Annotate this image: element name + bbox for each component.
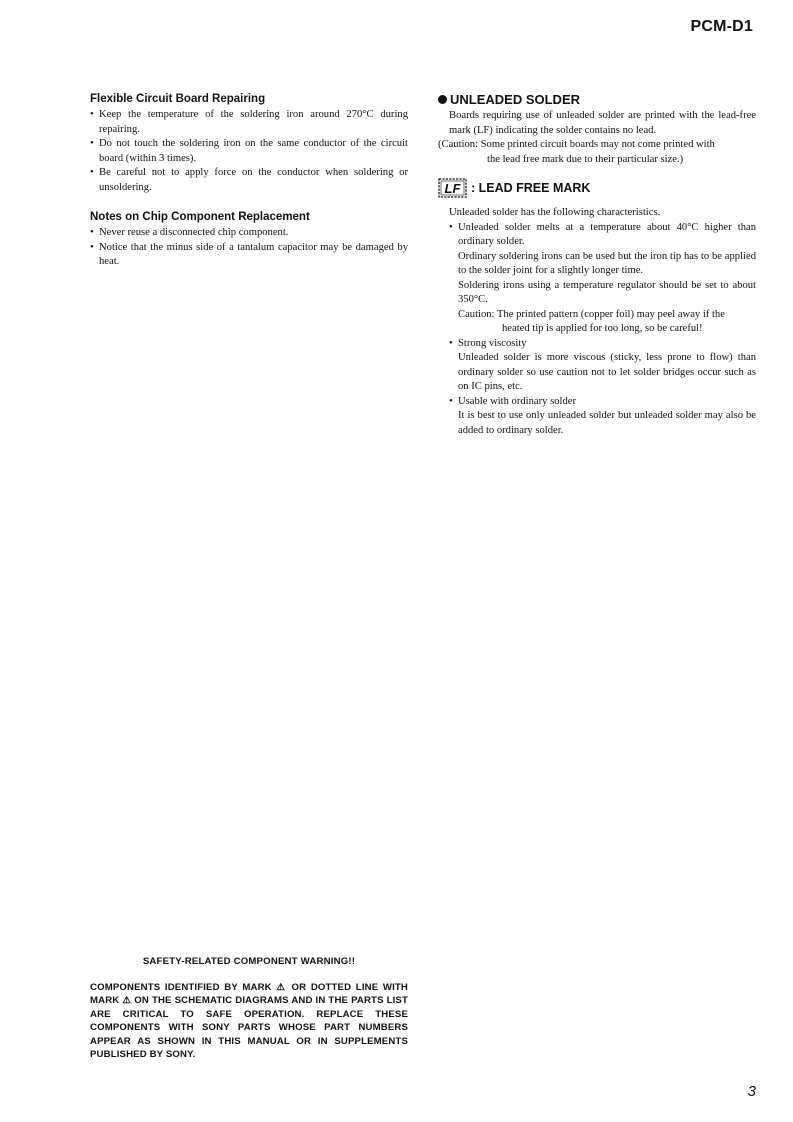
lf-intro: Unleaded solder has the following characteristics. <box>449 207 661 218</box>
lf-item-1-caution <box>449 308 756 337</box>
list-item: • Be careful not to apply force on the conductor when soldering or unsoldering. <box>90 166 408 195</box>
right-column <box>438 92 756 438</box>
lf-item-1-p2: Ordinary soldering irons can be used but the iron tip has to be applied to the solder joint for a slightly longer time. <box>458 250 756 276</box>
unleaded-intro: Boards requiring use of unleaded solder are printed with the lead-free mark (LF) indicating the solder contains no lead. <box>449 110 756 136</box>
lead-free-mark-heading <box>438 178 756 198</box>
left-column <box>90 92 408 270</box>
unleaded-caution-rest: the lead free mark due to their particular size.) <box>487 153 684 165</box>
lf-item-2-p2: Unleaded solder is more viscous (sticky, less prone to flow) than ordinary solder so use caution not to let solder bridges occur such as on IC pins, etc. <box>458 352 756 392</box>
lf-characteristics-list <box>438 221 756 250</box>
safety-warning-body: COMPONENTS IDENTIFIED BY MARK ⚠ OR DOTTED LINE WITH MARK ⚠ ON THE SCHEMATIC DIAGRAMS AND IN THE PARTS LIST ARE CRITICAL TO SAFE OPERATION. REPLACE THESE COMPONENTS WITH SONY PARTS WHOSE PART NUMBERS APPEAR AS SHOWN IN THIS MANUAL OR IN SUPPLEMENTS PUBLISHED BY SONY. <box>90 982 408 1061</box>
bullet-dot-icon <box>438 95 447 104</box>
flex-board-list <box>90 108 408 195</box>
chip-replacement-list <box>90 226 408 270</box>
list-item: • Notice that the minus side of a tantalum capacitor may be damaged by heat. <box>90 241 408 270</box>
lf-caution-lead: Caution: The printed pattern (copper foil) may peel away if the <box>458 308 725 320</box>
lead-free-mark-text: LF <box>444 181 461 196</box>
chip-replacement-title: Notes on Chip Component Replacement <box>90 211 310 223</box>
flex-board-title: Flexible Circuit Board Repairing <box>90 93 266 105</box>
lf-caution-rest: heated tip is applied for too long, so be careful! <box>502 323 703 334</box>
list-item: • Keep the temperature of the soldering iron around 270°C during repairing. <box>90 108 408 137</box>
list-item: • Usable with ordinary solder <box>449 395 756 410</box>
unleaded-caution-lead: (Caution: Some printed circuit boards may not come printed with <box>438 139 715 150</box>
lf-item-1-p3: Soldering irons using a temperature regulator should be set to about 350°C. <box>458 279 756 305</box>
lf-item-1: Unleaded solder melts at a temperature about 40°C higher than ordinary solder. <box>458 221 756 247</box>
list-item: • Strong viscosity <box>449 337 756 352</box>
lf-characteristics-list-3 <box>438 395 756 410</box>
list-item <box>449 221 756 250</box>
model-number: PCM-D1 <box>690 18 753 35</box>
list-item: • Do not touch the soldering iron on the same conductor of the circuit board (within 3 times). <box>90 137 408 166</box>
safety-warning-title: SAFETY-RELATED COMPONENT WARNING!! <box>142 956 356 967</box>
unleaded-caution <box>438 138 756 167</box>
lead-free-mark-icon <box>438 178 467 198</box>
lead-free-mark-title: : LEAD FREE MARK <box>471 181 591 195</box>
list-item: • Never reuse a disconnected chip component. <box>90 226 408 241</box>
lf-characteristics-list-2 <box>438 337 756 352</box>
safety-warning <box>90 956 408 1061</box>
page-number: 3 <box>747 1083 756 1100</box>
unleaded-solder-heading <box>438 92 756 108</box>
lf-item-3-p2: It is best to use only unleaded solder but unleaded solder may also be added to ordinary solder. <box>458 410 756 436</box>
unleaded-solder-title: UNLEADED SOLDER <box>450 92 581 107</box>
